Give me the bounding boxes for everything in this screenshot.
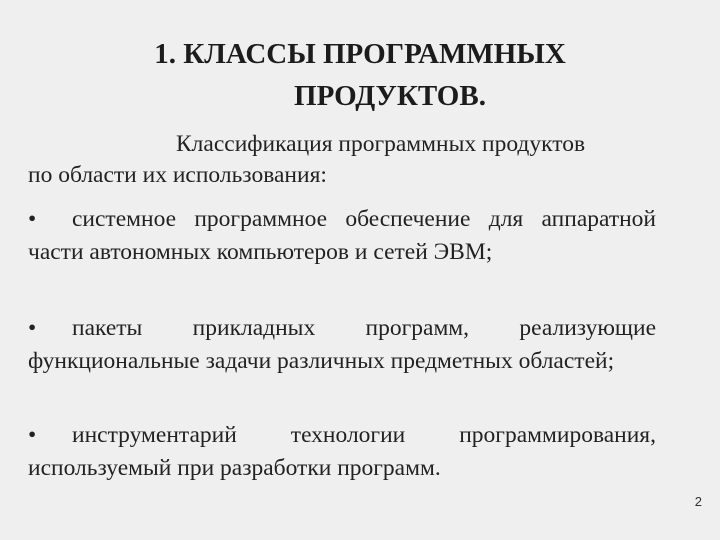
bullet-icon: • [28,206,37,232]
bullet-text: инструментарий технологии программирования, используемый при разработки программ. [28,422,656,481]
slide-title [0,33,720,117]
page-number: 2 [694,494,702,509]
intro-line-1: Классификация программных продуктов [176,131,586,157]
intro-line-2: по области их использования: [28,162,327,188]
title-line-2: ПРОДУКТОВ. [294,80,486,112]
bullet-item [28,312,656,378]
bullet-item [28,203,656,269]
bullet-icon: • [28,422,37,448]
intro-paragraph [28,129,656,191]
bullet-text: системное программное обеспечение для аппаратной части автономных компьютеров и сетей ЭВМ; [28,206,656,265]
bullet-icon: • [28,315,37,341]
bullet-text: пакеты прикладных программ, реализующие функциональные задачи различных предметных областей; [28,315,656,374]
bullet-item [28,419,656,485]
title-line-1: 1. КЛАССЫ ПРОГРАММНЫХ [154,38,566,70]
